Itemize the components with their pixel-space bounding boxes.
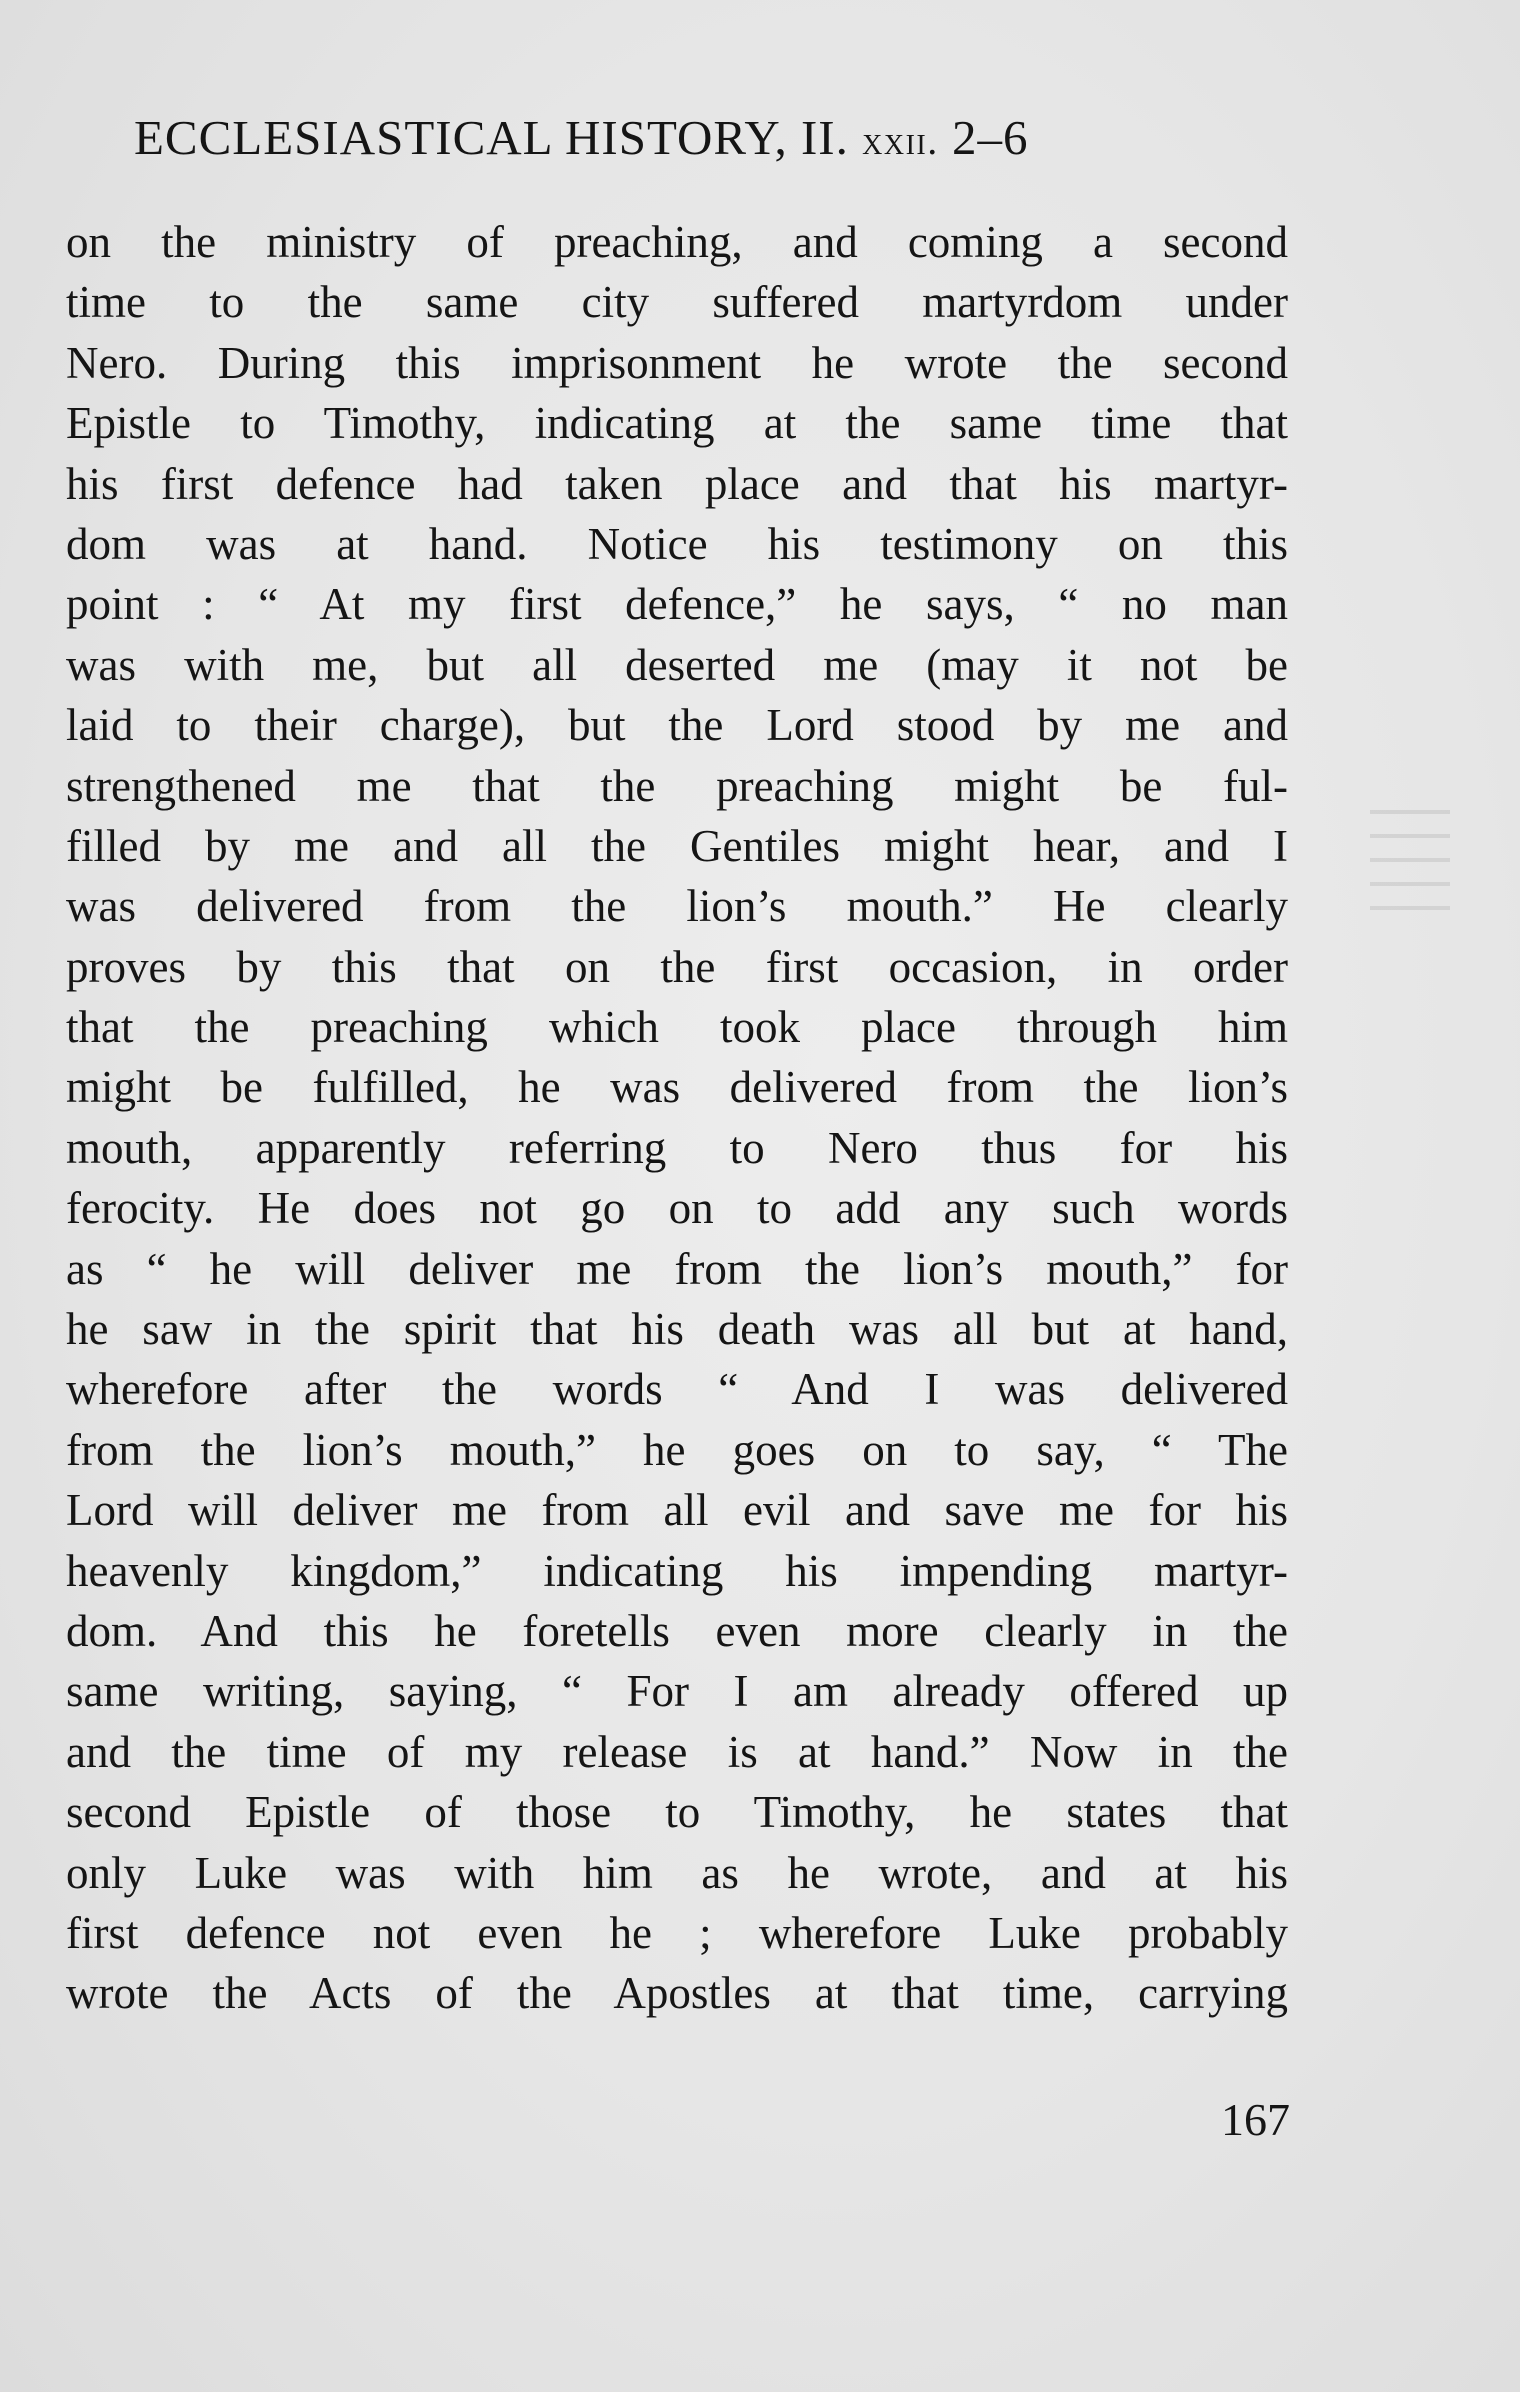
running-head [134,108,1264,171]
text-line: second Epistle of those to Timothy, he states that [66,1787,1288,1838]
text-line: he saw in the spirit that his death was all but at hand, [66,1304,1288,1355]
text-line: and the time of my release is at hand.” Now in the [66,1726,1288,1777]
text-line: proves by this that on the first occasion, in order [66,941,1288,992]
running-head-title: ECCLESIASTICAL HISTORY, II. [134,110,849,165]
page-number: 167 [1221,2094,1290,2145]
text-line: wrote the Acts of the Apostles at that time, carrying [66,1968,1288,2019]
text-line: time to the same city suffered martyrdom under [66,277,1288,328]
text-line: strengthened me that the preaching might be ful- [66,760,1288,811]
show-through-marginalia [1370,790,1450,910]
text-line: that the preaching which took place through him [66,1002,1288,1053]
text-line: only Luke was with him as he wrote, and at his [66,1847,1288,1898]
text-line: dom. And this he foretells even more clearly in the [66,1605,1288,1656]
text-line: laid to their charge), but the Lord stood by me and [66,700,1288,751]
text-line: Lord will deliver me from all evil and save me for his [66,1485,1288,1536]
text-line: on the ministry of preaching, and coming a second [66,217,1288,267]
text-line: from the lion’s mouth,” he goes on to say, “ The [66,1424,1288,1475]
text-line: as “ he will deliver me from the lion’s mouth,” for [66,1243,1288,1294]
text-line: Epistle to Timothy, indicating at the same time that [66,398,1288,449]
text-line: same writing, saying, “ For I am already offered up [66,1666,1288,1717]
text-line: Nero. During this imprisonment he wrote the second [66,337,1288,388]
text-line: might be fulfilled, he was delivered from the lion’s [66,1062,1288,1113]
running-head-sections: 2–6 [951,110,1029,165]
text-line: dom was at hand. Notice his testimony on this [66,518,1288,569]
text-line: was with me, but all deserted me (may it not be [66,639,1288,690]
text-line: heavenly kingdom,” indicating his impending martyr- [66,1545,1288,1596]
text-line: ferocity. He does not go on to add any such words [66,1183,1288,1234]
text-line: first defence not even he ; wherefore Luke probably [66,1907,1288,1958]
text-line: mouth, apparently referring to Nero thus for his [66,1122,1288,1173]
body-text [66,212,1288,2024]
text-line: his first defence had taken place and that his martyr- [66,458,1288,509]
text-line: filled by me and all the Gentiles might hear, and I [66,820,1288,871]
running-head-chapter: xxii. [862,118,939,163]
text-line: wherefore after the words “ And I was delivered [66,1364,1288,1415]
text-line: point : “ At my first defence,” he says, “ no man [66,579,1288,630]
text-line: was delivered from the lion’s mouth.” He clearly [66,881,1288,932]
